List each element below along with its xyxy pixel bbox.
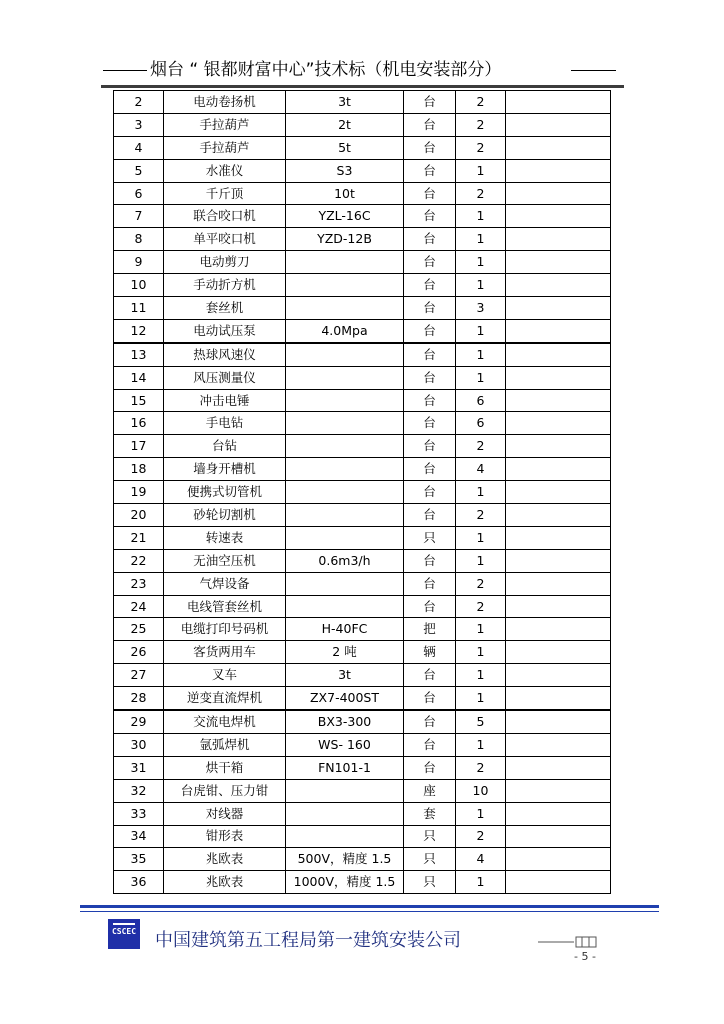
quantity-cell: 1 [456, 159, 506, 182]
row-number-cell: 18 [114, 458, 164, 481]
item-name-cell: 电动剪刀 [164, 251, 286, 274]
table-row [114, 136, 611, 159]
table-row [114, 182, 611, 205]
quantity-cell: 3 [456, 297, 506, 320]
quantity-cell: 4 [456, 458, 506, 481]
row-number-cell: 21 [114, 526, 164, 549]
row-number-cell: 12 [114, 319, 164, 342]
row-number-cell: 19 [114, 481, 164, 504]
table-row [114, 687, 611, 710]
unit-cell: 座 [404, 779, 456, 802]
specification-cell [286, 251, 404, 274]
remarks-cell [506, 182, 611, 205]
row-number-cell: 10 [114, 274, 164, 297]
specification-cell: ZX7-400ST [286, 687, 404, 710]
quantity-cell: 1 [456, 274, 506, 297]
specification-cell [286, 779, 404, 802]
header-left-rule [103, 70, 147, 71]
item-name-cell: 联合咬口机 [164, 205, 286, 228]
logo-text: CSCEC [111, 927, 137, 936]
remarks-cell [506, 205, 611, 228]
row-number-cell: 3 [114, 113, 164, 136]
unit-cell: 只 [404, 848, 456, 871]
quantity-cell: 2 [456, 113, 506, 136]
quantity-cell: 2 [456, 595, 506, 618]
row-number-cell: 36 [114, 871, 164, 894]
quantity-cell: 2 [456, 136, 506, 159]
unit-cell: 台 [404, 136, 456, 159]
remarks-cell [506, 113, 611, 136]
logo-bar [113, 923, 135, 925]
equipment-table-body [114, 91, 611, 894]
unit-cell: 台 [404, 228, 456, 251]
footer-divider [80, 905, 659, 908]
unit-cell: 台 [404, 664, 456, 687]
item-name-cell: 电缆打印号码机 [164, 618, 286, 641]
remarks-cell [506, 91, 611, 114]
unit-cell: 台 [404, 91, 456, 114]
quantity-cell: 2 [456, 756, 506, 779]
item-name-cell: 逆变直流焊机 [164, 687, 286, 710]
specification-cell [286, 526, 404, 549]
header-right-rule [571, 70, 616, 71]
row-number-cell: 17 [114, 435, 164, 458]
page-number: - 5 - [574, 950, 596, 963]
table-row [114, 848, 611, 871]
table-row [114, 91, 611, 114]
row-number-cell: 4 [114, 136, 164, 159]
remarks-cell [506, 274, 611, 297]
specification-cell [286, 366, 404, 389]
quantity-cell: 1 [456, 481, 506, 504]
item-name-cell: 对线器 [164, 802, 286, 825]
footer-divider-thin [80, 911, 659, 912]
table-row [114, 710, 611, 733]
remarks-cell [506, 549, 611, 572]
specification-cell: YZD-12B [286, 228, 404, 251]
remarks-cell [506, 412, 611, 435]
table-row [114, 549, 611, 572]
quantity-cell: 1 [456, 641, 506, 664]
footer-company-name: 中国建筑第五工程局第一建筑安装公司 [155, 930, 461, 951]
remarks-cell [506, 526, 611, 549]
unit-cell: 辆 [404, 641, 456, 664]
row-number-cell: 29 [114, 710, 164, 733]
remarks-cell [506, 136, 611, 159]
item-name-cell: 热球风速仪 [164, 343, 286, 366]
remarks-cell [506, 871, 611, 894]
quantity-cell: 1 [456, 343, 506, 366]
table-row [114, 572, 611, 595]
document-header-title: 烟台 “ 银都财富中心”技术标（机电安装部分） [150, 60, 502, 80]
row-number-cell: 5 [114, 159, 164, 182]
table-row [114, 779, 611, 802]
specification-cell: BX3-300 [286, 710, 404, 733]
row-number-cell: 34 [114, 825, 164, 848]
table-row [114, 825, 611, 848]
remarks-cell [506, 595, 611, 618]
item-name-cell: 水准仪 [164, 159, 286, 182]
row-number-cell: 35 [114, 848, 164, 871]
table-row [114, 251, 611, 274]
unit-cell: 台 [404, 412, 456, 435]
remarks-cell [506, 481, 611, 504]
table-row [114, 526, 611, 549]
quantity-cell: 1 [456, 802, 506, 825]
unit-cell: 台 [404, 595, 456, 618]
table-row [114, 228, 611, 251]
row-number-cell: 33 [114, 802, 164, 825]
quantity-cell: 1 [456, 228, 506, 251]
row-number-cell: 25 [114, 618, 164, 641]
table-row [114, 113, 611, 136]
table-row [114, 205, 611, 228]
unit-cell: 只 [404, 825, 456, 848]
remarks-cell [506, 756, 611, 779]
remarks-cell [506, 733, 611, 756]
item-name-cell: 风压测量仪 [164, 366, 286, 389]
remarks-cell [506, 343, 611, 366]
table-row [114, 733, 611, 756]
unit-cell: 台 [404, 159, 456, 182]
table-row [114, 412, 611, 435]
unit-cell: 台 [404, 458, 456, 481]
unit-cell: 台 [404, 756, 456, 779]
remarks-cell [506, 710, 611, 733]
row-number-cell: 26 [114, 641, 164, 664]
row-number-cell: 6 [114, 182, 164, 205]
specification-cell: WS- 160 [286, 733, 404, 756]
unit-cell: 台 [404, 710, 456, 733]
row-number-cell: 16 [114, 412, 164, 435]
row-number-cell: 13 [114, 343, 164, 366]
unit-cell: 台 [404, 113, 456, 136]
table-row [114, 618, 611, 641]
unit-cell: 台 [404, 182, 456, 205]
quantity-cell: 1 [456, 871, 506, 894]
unit-cell: 台 [404, 389, 456, 412]
remarks-cell [506, 159, 611, 182]
item-name-cell: 台虎钳、压力钳 [164, 779, 286, 802]
unit-cell: 台 [404, 435, 456, 458]
table-row [114, 389, 611, 412]
item-name-cell: 手拉葫芦 [164, 136, 286, 159]
remarks-cell [506, 389, 611, 412]
row-number-cell: 15 [114, 389, 164, 412]
quantity-cell: 2 [456, 572, 506, 595]
item-name-cell: 冲击电锤 [164, 389, 286, 412]
row-number-cell: 8 [114, 228, 164, 251]
quantity-cell: 1 [456, 618, 506, 641]
row-number-cell: 20 [114, 504, 164, 527]
quantity-cell: 2 [456, 435, 506, 458]
specification-cell [286, 435, 404, 458]
unit-cell: 台 [404, 733, 456, 756]
item-name-cell: 钳形表 [164, 825, 286, 848]
table-row [114, 297, 611, 320]
row-number-cell: 9 [114, 251, 164, 274]
specification-cell [286, 458, 404, 481]
row-number-cell: 24 [114, 595, 164, 618]
item-name-cell: 手动折方机 [164, 274, 286, 297]
unit-cell: 套 [404, 802, 456, 825]
remarks-cell [506, 251, 611, 274]
specification-cell [286, 343, 404, 366]
quantity-cell: 2 [456, 504, 506, 527]
item-name-cell: 手电钻 [164, 412, 286, 435]
specification-cell [286, 595, 404, 618]
quantity-cell: 4 [456, 848, 506, 871]
table-row [114, 756, 611, 779]
quantity-cell: 2 [456, 91, 506, 114]
row-number-cell: 28 [114, 687, 164, 710]
specification-cell: 4.0Mpa [286, 319, 404, 342]
remarks-cell [506, 319, 611, 342]
header-divider [101, 85, 624, 88]
quantity-cell: 2 [456, 825, 506, 848]
unit-cell: 台 [404, 251, 456, 274]
item-name-cell: 兆欧表 [164, 871, 286, 894]
specification-cell [286, 274, 404, 297]
specification-cell [286, 825, 404, 848]
table-row [114, 366, 611, 389]
quantity-cell: 1 [456, 319, 506, 342]
equipment-table [113, 90, 611, 894]
remarks-cell [506, 618, 611, 641]
item-name-cell: 转速表 [164, 526, 286, 549]
row-number-cell: 23 [114, 572, 164, 595]
item-name-cell: 无油空压机 [164, 549, 286, 572]
table-row [114, 802, 611, 825]
row-number-cell: 14 [114, 366, 164, 389]
table-row [114, 504, 611, 527]
specification-cell: 2t [286, 113, 404, 136]
row-number-cell: 30 [114, 733, 164, 756]
unit-cell: 只 [404, 526, 456, 549]
specification-cell [286, 802, 404, 825]
remarks-cell [506, 664, 611, 687]
remarks-cell [506, 458, 611, 481]
specification-cell: 10t [286, 182, 404, 205]
specification-cell [286, 389, 404, 412]
specification-cell: 1000V，精度 1.5 [286, 871, 404, 894]
item-name-cell: 单平咬口机 [164, 228, 286, 251]
item-name-cell: 客货两用车 [164, 641, 286, 664]
remarks-cell [506, 504, 611, 527]
table-row [114, 871, 611, 894]
specification-cell: H-40FC [286, 618, 404, 641]
quantity-cell: 1 [456, 664, 506, 687]
remarks-cell [506, 366, 611, 389]
item-name-cell: 电动试压泵 [164, 319, 286, 342]
footer-mark-icon [538, 936, 598, 948]
table-row [114, 595, 611, 618]
table-row [114, 319, 611, 342]
table-row [114, 458, 611, 481]
item-name-cell: 台钻 [164, 435, 286, 458]
table-row [114, 343, 611, 366]
remarks-cell [506, 779, 611, 802]
item-name-cell: 叉车 [164, 664, 286, 687]
specification-cell: 500V，精度 1.5 [286, 848, 404, 871]
row-number-cell: 22 [114, 549, 164, 572]
unit-cell: 把 [404, 618, 456, 641]
specification-cell: 0.6m3/h [286, 549, 404, 572]
equipment-table-container [113, 90, 610, 894]
quantity-cell: 1 [456, 366, 506, 389]
remarks-cell [506, 802, 611, 825]
specification-cell: 2 吨 [286, 641, 404, 664]
company-logo [108, 919, 140, 949]
remarks-cell [506, 825, 611, 848]
unit-cell: 台 [404, 366, 456, 389]
unit-cell: 台 [404, 687, 456, 710]
quantity-cell: 1 [456, 205, 506, 228]
item-name-cell: 氩弧焊机 [164, 733, 286, 756]
specification-cell: YZL-16C [286, 205, 404, 228]
quantity-cell: 6 [456, 389, 506, 412]
specification-cell [286, 504, 404, 527]
specification-cell [286, 481, 404, 504]
specification-cell: FN101-1 [286, 756, 404, 779]
table-row [114, 481, 611, 504]
quantity-cell: 1 [456, 526, 506, 549]
unit-cell: 只 [404, 871, 456, 894]
quantity-cell: 1 [456, 733, 506, 756]
unit-cell: 台 [404, 274, 456, 297]
specification-cell [286, 412, 404, 435]
unit-cell: 台 [404, 319, 456, 342]
item-name-cell: 兆欧表 [164, 848, 286, 871]
row-number-cell: 11 [114, 297, 164, 320]
specification-cell [286, 572, 404, 595]
unit-cell: 台 [404, 297, 456, 320]
specification-cell: S3 [286, 159, 404, 182]
quantity-cell: 1 [456, 549, 506, 572]
remarks-cell [506, 641, 611, 664]
row-number-cell: 2 [114, 91, 164, 114]
table-row [114, 664, 611, 687]
unit-cell: 台 [404, 572, 456, 595]
remarks-cell [506, 848, 611, 871]
item-name-cell: 电动卷扬机 [164, 91, 286, 114]
remarks-cell [506, 435, 611, 458]
remarks-cell [506, 572, 611, 595]
table-row [114, 274, 611, 297]
row-number-cell: 32 [114, 779, 164, 802]
unit-cell: 台 [404, 549, 456, 572]
item-name-cell: 套丝机 [164, 297, 286, 320]
unit-cell: 台 [404, 205, 456, 228]
specification-cell [286, 297, 404, 320]
item-name-cell: 交流电焊机 [164, 710, 286, 733]
item-name-cell: 气焊设备 [164, 572, 286, 595]
remarks-cell [506, 687, 611, 710]
item-name-cell: 电线管套丝机 [164, 595, 286, 618]
quantity-cell: 2 [456, 182, 506, 205]
unit-cell: 台 [404, 481, 456, 504]
table-row [114, 159, 611, 182]
quantity-cell: 6 [456, 412, 506, 435]
specification-cell: 5t [286, 136, 404, 159]
row-number-cell: 27 [114, 664, 164, 687]
quantity-cell: 1 [456, 251, 506, 274]
specification-cell: 3t [286, 664, 404, 687]
remarks-cell [506, 297, 611, 320]
row-number-cell: 31 [114, 756, 164, 779]
unit-cell: 台 [404, 343, 456, 366]
specification-cell: 3t [286, 91, 404, 114]
item-name-cell: 砂轮切割机 [164, 504, 286, 527]
item-name-cell: 手拉葫芦 [164, 113, 286, 136]
unit-cell: 台 [404, 504, 456, 527]
item-name-cell: 墙身开槽机 [164, 458, 286, 481]
quantity-cell: 10 [456, 779, 506, 802]
item-name-cell: 便携式切管机 [164, 481, 286, 504]
row-number-cell: 7 [114, 205, 164, 228]
table-row [114, 641, 611, 664]
quantity-cell: 1 [456, 687, 506, 710]
table-row [114, 435, 611, 458]
quantity-cell: 5 [456, 710, 506, 733]
item-name-cell: 烘干箱 [164, 756, 286, 779]
remarks-cell [506, 228, 611, 251]
item-name-cell: 千斤顶 [164, 182, 286, 205]
